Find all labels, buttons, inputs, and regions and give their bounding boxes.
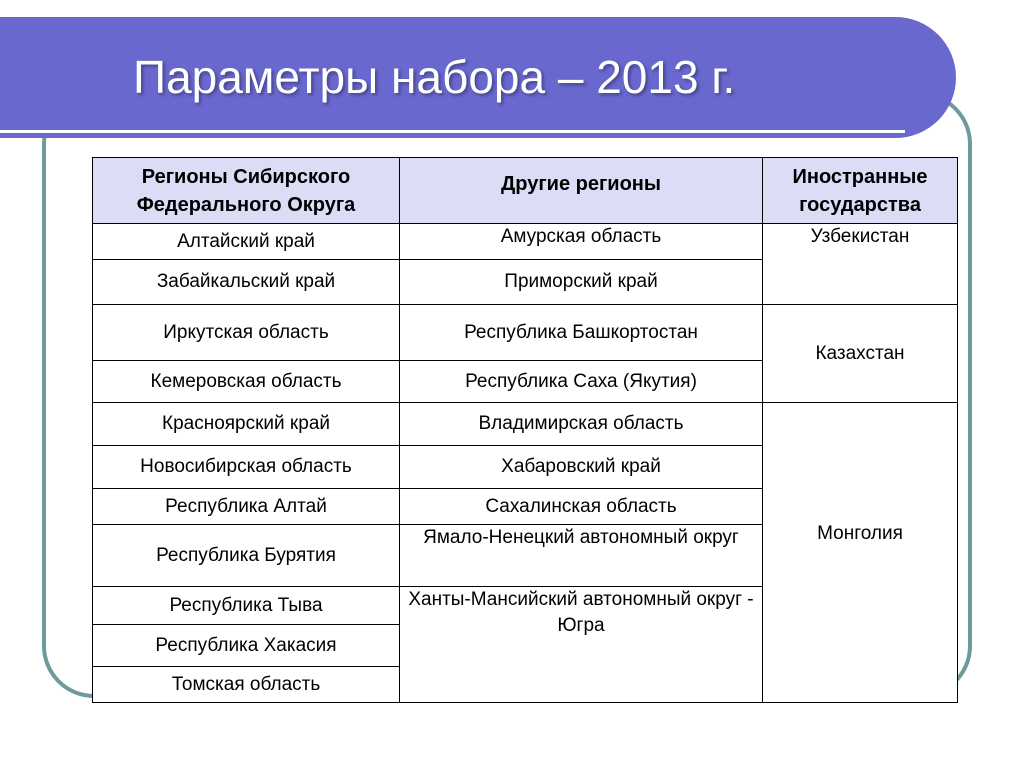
foreign-country-cell: Узбекистан — [763, 224, 958, 305]
siberian-region-cell: Томская область — [93, 667, 400, 703]
banner-divider — [0, 130, 905, 133]
siberian-region-cell: Новосибирская область — [93, 446, 400, 489]
slide-title: Параметры набора – 2013 г. — [133, 51, 736, 103]
header-other-regions: Другие регионы — [400, 158, 763, 224]
other-region-cell: Республика Башкортостан — [400, 305, 763, 361]
table-header-row — [93, 158, 958, 224]
table-row — [93, 224, 958, 260]
siberian-region-cell: Красноярский край — [93, 403, 400, 446]
other-region-cell: Амурская область — [400, 224, 763, 260]
foreign-country-cell: Монголия — [763, 403, 958, 703]
header-siberian-regions: Регионы Сибирского Федерального Округа — [93, 158, 400, 224]
admission-regions-table — [92, 157, 958, 703]
other-region-cell: Республика Саха (Якутия) — [400, 361, 763, 403]
siberian-region-cell: Кемеровская область — [93, 361, 400, 403]
other-region-cell: Приморский край — [400, 260, 763, 305]
foreign-country-cell: Казахстан — [763, 305, 958, 403]
siberian-region-cell: Забайкальский край — [93, 260, 400, 305]
siberian-region-cell: Республика Бурятия — [93, 525, 400, 587]
header-foreign-countries: Иностранные государства — [763, 158, 958, 224]
siberian-region-cell: Иркутская область — [93, 305, 400, 361]
siberian-region-cell: Республика Тыва — [93, 587, 400, 625]
other-region-cell: Ханты-Мансийский автономный округ - Югра — [400, 587, 763, 703]
other-region-cell: Сахалинская область — [400, 489, 763, 525]
siberian-region-cell: Республика Хакасия — [93, 625, 400, 667]
table-row — [93, 305, 958, 361]
other-region-cell: Хабаровский край — [400, 446, 763, 489]
other-region-cell: Владимирская область — [400, 403, 763, 446]
other-region-cell: Ямало-Ненецкий автономный округ — [400, 525, 763, 587]
siberian-region-cell: Республика Алтай — [93, 489, 400, 525]
siberian-region-cell: Алтайский край — [93, 224, 400, 260]
table-row — [93, 403, 958, 446]
